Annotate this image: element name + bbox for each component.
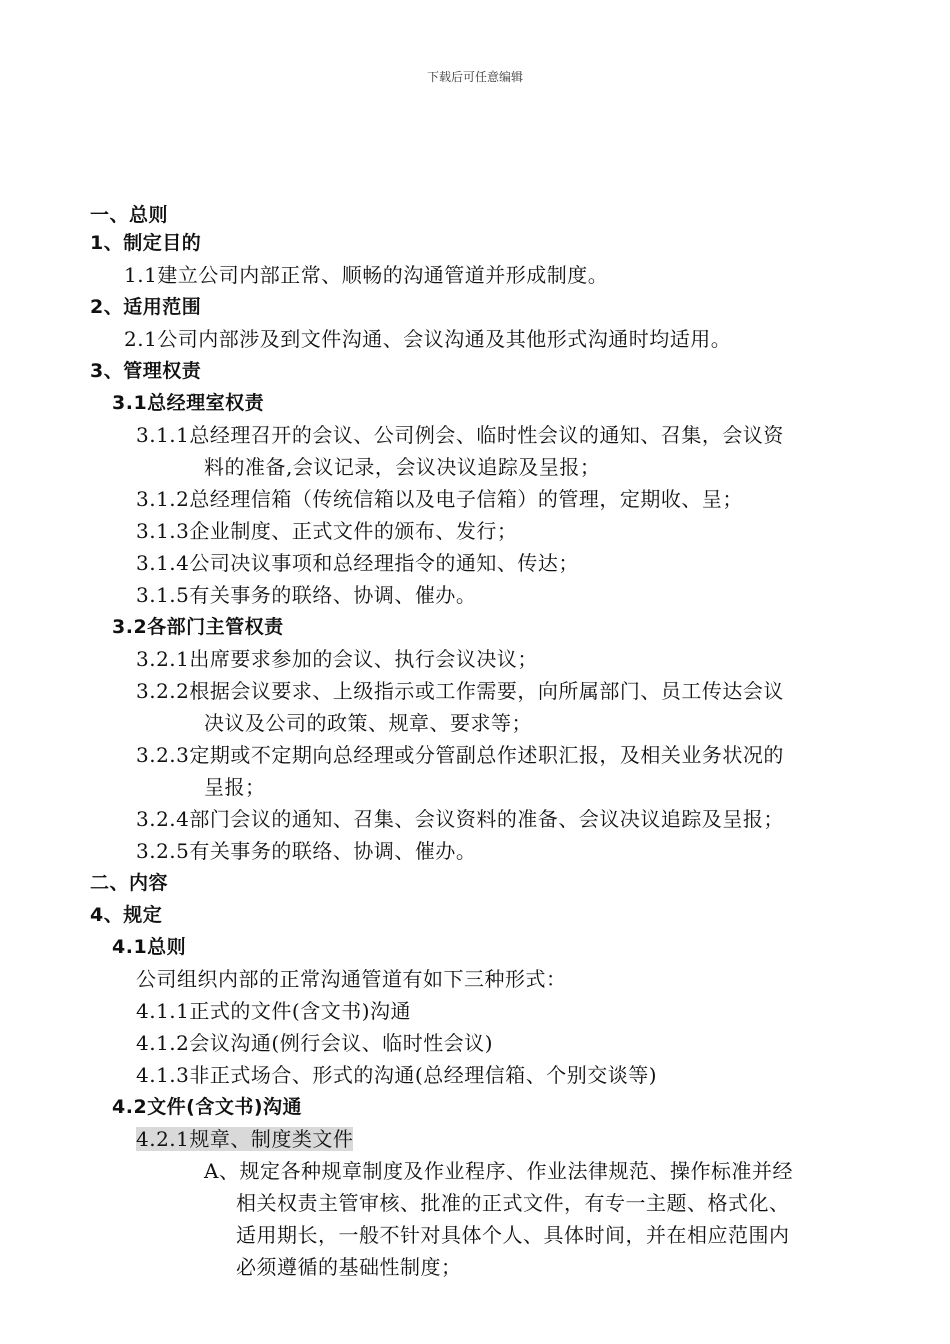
heading-rules: 4、规定	[90, 904, 163, 926]
heading-3-2: 3.2各部门主管权责	[112, 616, 284, 638]
item-3-1-4: 3.1.4公司决议事项和总经理指令的通知、传达；	[136, 551, 579, 575]
heading-3-1: 3.1总经理室权责	[112, 392, 265, 414]
item-3-1-3: 3.1.3企业制度、正式文件的颁布、发行；	[136, 519, 518, 543]
item-4-1-2: 4.1.2会议沟通(例行会议、临时性会议)	[136, 1031, 493, 1055]
item-3-1-2: 3.1.2总经理信箱（传统信箱以及电子信箱）的管理，定期收、呈；	[136, 487, 743, 511]
item-3-2-5: 3.2.5有关事务的联络、协调、催办。	[136, 839, 477, 863]
item-a-cont-1: 相关权责主管审核、批准的正式文件，有专一主题、格式化、	[236, 1191, 790, 1215]
heading-4-2: 4.2文件(含文书)沟通	[112, 1096, 303, 1118]
paragraph-4-1-intro: 公司组织内部的正常沟通管道有如下三种形式：	[136, 967, 567, 991]
item-3-2-4: 3.2.4部门会议的通知、召集、会议资料的准备、会议决议追踪及呈报；	[136, 807, 784, 831]
item-3-2-3: 3.2.3定期或不定期向总经理或分管副总作述职汇报，及相关业务状况的	[136, 743, 784, 767]
item-a: A、规定各种规章制度及作业程序、作业法律规范、操作标准并经	[204, 1159, 793, 1183]
item-4-1-1: 4.1.1正式的文件(含文书)沟通	[136, 999, 411, 1023]
item-3-1-5: 3.1.5有关事务的联络、协调、催办。	[136, 583, 477, 607]
section-heading-content: 二、内容	[90, 872, 169, 894]
item-3-2-1: 3.2.1出席要求参加的会议、执行会议决议；	[136, 647, 538, 671]
item-3-2-2-cont: 决议及公司的政策、规章、要求等；	[204, 711, 532, 735]
item-3-1-1: 3.1.1总经理召开的会议、公司例会、临时性会议的通知、召集，会议资	[136, 423, 784, 447]
item-3-2-2: 3.2.2根据会议要求、上级指示或工作需要，向所属部门、员工传达会议	[136, 679, 784, 703]
item-3-1-1-cont: 料的准备,会议记录，会议决议追踪及呈报；	[204, 455, 601, 479]
item-3-2-3-cont: 呈报；	[204, 775, 266, 799]
heading-purpose: 1、制定目的	[90, 232, 202, 254]
item-4-2-1	[136, 1123, 353, 1155]
item-a-cont-2: 适用期长，一般不针对具体个人、具体时间，并在相应范围内	[236, 1223, 790, 1247]
header-note: 下载后可任意编辑	[426, 70, 523, 84]
heading-4-1: 4.1总则	[112, 936, 187, 958]
item-a-cont-3: 必须遵循的基础性制度；	[236, 1255, 462, 1279]
heading-scope: 2、适用范围	[90, 296, 202, 318]
paragraph-2-1: 2.1公司内部涉及到文件沟通、会议沟通及其他形式沟通时均适用。	[124, 327, 732, 351]
highlighted-text: 4.2.1规章、制度类文件	[136, 1127, 354, 1151]
item-4-1-3: 4.1.3非正式场合、形式的沟通(总经理信箱、个别交谈等)	[136, 1063, 657, 1087]
section-heading-general: 一、总则	[90, 204, 169, 226]
heading-responsibilities: 3、管理权责	[90, 360, 202, 382]
paragraph-1-1: 1.1建立公司内部正常、顺畅的沟通管道并形成制度。	[124, 263, 609, 287]
